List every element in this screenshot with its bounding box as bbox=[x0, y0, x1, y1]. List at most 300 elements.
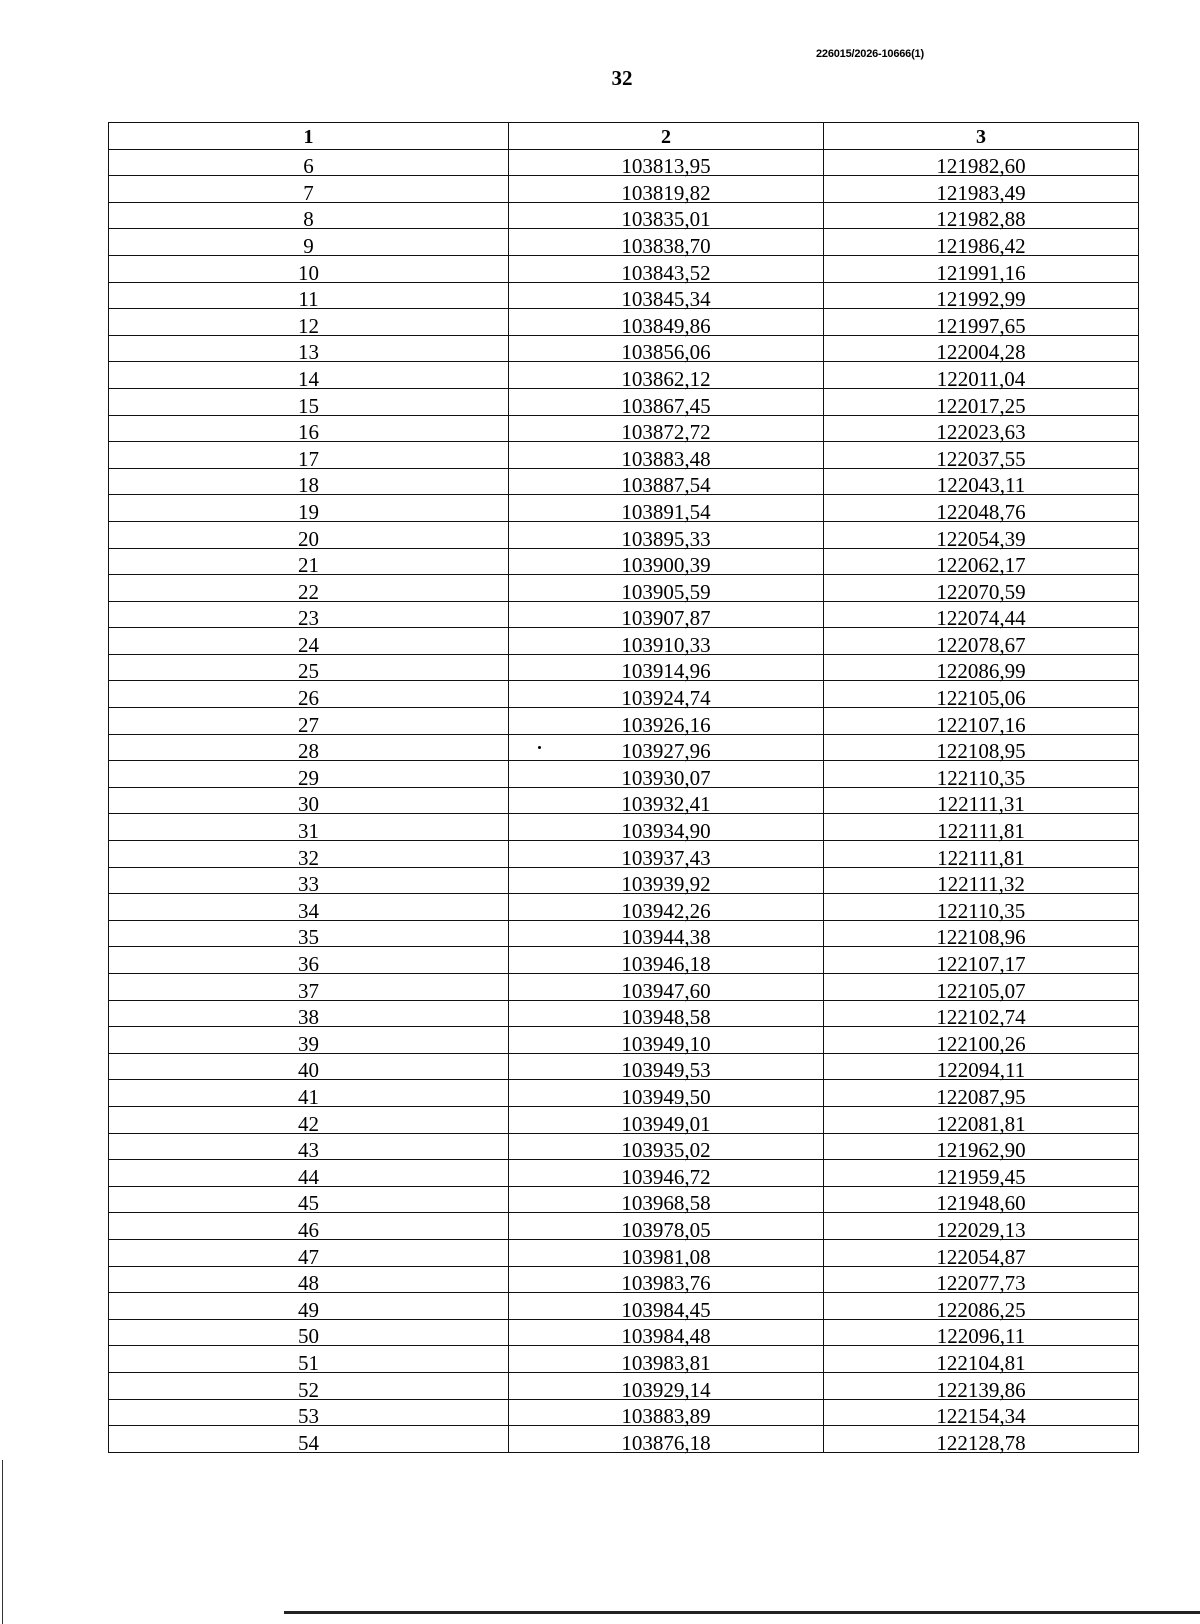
table-cell-col2 bbox=[509, 415, 824, 445]
table-cell-col2 bbox=[509, 1293, 824, 1320]
table-cell-col3 bbox=[824, 1160, 1139, 1187]
table-cell-col1 bbox=[109, 282, 509, 312]
scan-edge-bottom bbox=[284, 1611, 1200, 1614]
cell-value: 103929,14 bbox=[621, 1377, 711, 1402]
table-cell-col3 bbox=[824, 841, 1139, 868]
cell-value: 103984,45 bbox=[621, 1297, 711, 1322]
cell-value: 30 bbox=[298, 792, 319, 817]
cell-value: 122154,34 bbox=[936, 1404, 1026, 1429]
table-cell-col3 bbox=[824, 335, 1139, 365]
cell-value: 122086,25 bbox=[936, 1297, 1026, 1322]
table-cell-col3 bbox=[824, 1000, 1139, 1030]
cell-value: 9 bbox=[303, 233, 314, 258]
table-row bbox=[109, 1319, 1139, 1346]
cell-value: 103924,74 bbox=[621, 686, 711, 711]
cell-value: 14 bbox=[298, 366, 319, 391]
table-cell-col1 bbox=[109, 601, 509, 631]
cell-value: 121948,60 bbox=[936, 1191, 1026, 1216]
table-cell-col2 bbox=[509, 1346, 824, 1373]
table-cell-col1 bbox=[109, 867, 509, 897]
table-cell-col2 bbox=[509, 1027, 824, 1054]
table-cell-col1 bbox=[109, 468, 509, 498]
cell-value: 39 bbox=[298, 1031, 319, 1056]
table-cell-col1 bbox=[109, 362, 509, 389]
table-cell-col1 bbox=[109, 708, 509, 735]
table-cell-col1 bbox=[109, 1239, 509, 1269]
cell-value: 37 bbox=[298, 978, 319, 1003]
cell-value: 103983,81 bbox=[621, 1350, 711, 1375]
table-cell-col2 bbox=[509, 202, 824, 232]
cell-value: 103939,92 bbox=[621, 872, 711, 897]
cell-value: 53 bbox=[298, 1404, 319, 1429]
cell-value: 44 bbox=[298, 1164, 319, 1189]
table-row bbox=[109, 229, 1139, 256]
table-cell-col2 bbox=[509, 761, 824, 788]
cell-value: 122011,04 bbox=[936, 366, 1026, 391]
table-cell-col3 bbox=[824, 708, 1139, 735]
cell-value: 103883,89 bbox=[621, 1404, 711, 1429]
table-cell-col2 bbox=[509, 1053, 824, 1083]
table-cell-col2 bbox=[509, 841, 824, 868]
table-cell-col3 bbox=[824, 521, 1139, 551]
cell-value: 103887,54 bbox=[621, 473, 711, 498]
cell-value: 103905,59 bbox=[621, 579, 711, 604]
cell-value: 122107,16 bbox=[936, 712, 1026, 737]
table-cell-col1 bbox=[109, 947, 509, 974]
table-cell-col1 bbox=[109, 1319, 509, 1349]
table-cell-col1 bbox=[109, 894, 509, 921]
table-cell-col2 bbox=[509, 548, 824, 578]
table-row bbox=[109, 468, 1139, 495]
cell-value: 103949,50 bbox=[621, 1084, 711, 1109]
table-cell-col3 bbox=[824, 1266, 1139, 1296]
table-cell-col3 bbox=[824, 1080, 1139, 1107]
table-row bbox=[109, 442, 1139, 469]
table-cell-col3 bbox=[824, 202, 1139, 232]
table-row bbox=[109, 814, 1139, 841]
table-row bbox=[109, 1000, 1139, 1027]
cell-value: 17 bbox=[298, 446, 319, 471]
cell-value: 10 bbox=[298, 260, 319, 285]
cell-value: 122100,26 bbox=[936, 1031, 1026, 1056]
cell-value: 103876,18 bbox=[621, 1430, 711, 1455]
table-cell-col3 bbox=[824, 282, 1139, 312]
table-row bbox=[109, 1346, 1139, 1373]
cell-value: 122139,86 bbox=[936, 1377, 1026, 1402]
cell-value: 24 bbox=[298, 632, 319, 657]
table-cell-col2 bbox=[509, 282, 824, 312]
cell-value: 103935,02 bbox=[621, 1138, 711, 1163]
table-cell-col1 bbox=[109, 814, 509, 844]
table-row bbox=[109, 1186, 1139, 1213]
cell-value: 12 bbox=[298, 313, 319, 338]
cell-value: 38 bbox=[298, 1005, 319, 1030]
column-header-3: 3 bbox=[824, 123, 1139, 150]
table-cell-col2 bbox=[509, 1186, 824, 1216]
table-cell-col2 bbox=[509, 894, 824, 921]
cell-value: 122054,39 bbox=[936, 526, 1026, 551]
table-cell-col2 bbox=[509, 388, 824, 418]
cell-value: 122023,63 bbox=[936, 420, 1026, 445]
table-cell-col1 bbox=[109, 1186, 509, 1216]
cell-value: 122070,59 bbox=[936, 579, 1026, 604]
table-cell-col3 bbox=[824, 761, 1139, 788]
cell-value: 103981,08 bbox=[621, 1244, 711, 1269]
table-cell-col2 bbox=[509, 974, 824, 1001]
table-row bbox=[109, 708, 1139, 735]
cell-value: 103907,87 bbox=[621, 606, 711, 631]
cell-value: 122004,28 bbox=[936, 340, 1026, 365]
cell-value: 25 bbox=[298, 659, 319, 684]
cell-value: 103949,53 bbox=[621, 1058, 711, 1083]
cell-value: 121983,49 bbox=[936, 180, 1026, 205]
scan-speck bbox=[538, 746, 541, 749]
table-row bbox=[109, 787, 1139, 814]
cell-value: 103895,33 bbox=[621, 526, 711, 551]
cell-value: 42 bbox=[298, 1111, 319, 1136]
table-row bbox=[109, 974, 1139, 1001]
table-cell-col1 bbox=[109, 575, 509, 602]
cell-value: 122017,25 bbox=[936, 393, 1026, 418]
table-cell-col2 bbox=[509, 601, 824, 631]
table-cell-col2 bbox=[509, 521, 824, 551]
table-row bbox=[109, 867, 1139, 894]
table-cell-col2 bbox=[509, 814, 824, 844]
table-cell-col1 bbox=[109, 841, 509, 868]
table-row bbox=[109, 282, 1139, 309]
table-cell-col3 bbox=[824, 1239, 1139, 1269]
cell-value: 103927,96 bbox=[621, 739, 711, 764]
table-cell-col3 bbox=[824, 947, 1139, 974]
cell-value: 121992,99 bbox=[936, 287, 1026, 312]
table-cell-col3 bbox=[824, 1346, 1139, 1373]
table-row bbox=[109, 548, 1139, 575]
table-row bbox=[109, 1426, 1139, 1453]
table-cell-col1 bbox=[109, 1160, 509, 1187]
table-cell-col2 bbox=[509, 1213, 824, 1240]
cell-value: 49 bbox=[298, 1297, 319, 1322]
table-row bbox=[109, 1160, 1139, 1187]
table-row bbox=[109, 388, 1139, 415]
scan-edge-left bbox=[2, 1460, 3, 1624]
cell-value: 103862,12 bbox=[621, 366, 711, 391]
table-cell-col1 bbox=[109, 1293, 509, 1320]
cell-value: 20 bbox=[298, 526, 319, 551]
table-cell-col2 bbox=[509, 867, 824, 897]
cell-value: 122081,81 bbox=[936, 1111, 1026, 1136]
table-cell-col1 bbox=[109, 548, 509, 578]
cell-value: 103946,18 bbox=[621, 952, 711, 976]
table-cell-col3 bbox=[824, 601, 1139, 631]
table-cell-col1 bbox=[109, 388, 509, 418]
table-cell-col1 bbox=[109, 1027, 509, 1054]
cell-value: 103934,90 bbox=[621, 819, 711, 844]
table-header-row bbox=[109, 123, 1139, 150]
table-row bbox=[109, 521, 1139, 548]
cell-value: 40 bbox=[298, 1058, 319, 1083]
table-cell-col3 bbox=[824, 548, 1139, 578]
cell-value: 122078,67 bbox=[936, 632, 1026, 657]
cell-value: 103984,48 bbox=[621, 1324, 711, 1349]
table-cell-col1 bbox=[109, 761, 509, 788]
table-cell-col1 bbox=[109, 974, 509, 1001]
table-cell-col1 bbox=[109, 920, 509, 950]
cell-value: 6 bbox=[303, 154, 314, 179]
table-cell-col1 bbox=[109, 149, 509, 179]
cell-value: 46 bbox=[298, 1217, 319, 1242]
table-cell-col1 bbox=[109, 628, 509, 655]
table-cell-col3 bbox=[824, 894, 1139, 921]
table-cell-col1 bbox=[109, 1213, 509, 1240]
table-cell-col2 bbox=[509, 309, 824, 336]
table-cell-col2 bbox=[509, 947, 824, 974]
cell-value: 32 bbox=[298, 845, 319, 870]
cell-value: 8 bbox=[303, 207, 314, 232]
cell-value: 103813,95 bbox=[621, 154, 711, 179]
table-cell-col2 bbox=[509, 1080, 824, 1107]
table-cell-col1 bbox=[109, 309, 509, 336]
table-cell-col3 bbox=[824, 1133, 1139, 1163]
table-cell-col1 bbox=[109, 1372, 509, 1402]
table-row bbox=[109, 335, 1139, 362]
table-row bbox=[109, 149, 1139, 176]
cell-value: 103949,10 bbox=[621, 1031, 711, 1056]
cell-value: 19 bbox=[298, 499, 319, 524]
cell-value: 122111,32 bbox=[937, 872, 1025, 897]
table-cell-col2 bbox=[509, 1399, 824, 1429]
cell-value: 122048,76 bbox=[936, 499, 1026, 524]
cell-value: 122107,17 bbox=[936, 952, 1026, 976]
cell-value: 122037,55 bbox=[936, 446, 1026, 471]
table-cell-col3 bbox=[824, 575, 1139, 602]
coordinates-table bbox=[108, 122, 1139, 1453]
table-row bbox=[109, 894, 1139, 921]
table-cell-col1 bbox=[109, 1053, 509, 1083]
cell-value: 121959,45 bbox=[936, 1164, 1026, 1189]
table-cell-col3 bbox=[824, 1319, 1139, 1349]
cell-value: 35 bbox=[298, 925, 319, 950]
table-cell-col3 bbox=[824, 1186, 1139, 1216]
cell-value: 13 bbox=[298, 340, 319, 365]
table-row bbox=[109, 761, 1139, 788]
table-cell-col2 bbox=[509, 575, 824, 602]
table-cell-col3 bbox=[824, 229, 1139, 256]
table-row bbox=[109, 1213, 1139, 1240]
table-cell-col2 bbox=[509, 1160, 824, 1187]
cell-value: 122054,87 bbox=[936, 1244, 1026, 1269]
cell-value: 51 bbox=[298, 1350, 319, 1375]
table-row bbox=[109, 255, 1139, 282]
cell-value: 122111,31 bbox=[937, 792, 1025, 817]
table-row bbox=[109, 654, 1139, 681]
table-row bbox=[109, 495, 1139, 522]
cell-value: 122102,74 bbox=[936, 1005, 1026, 1030]
table-row bbox=[109, 1266, 1139, 1293]
cell-value: 43 bbox=[298, 1138, 319, 1163]
cell-value: 122087,95 bbox=[936, 1084, 1026, 1109]
cell-value: 48 bbox=[298, 1271, 319, 1296]
cell-value: 45 bbox=[298, 1191, 319, 1216]
cell-value: 22 bbox=[298, 579, 319, 604]
cell-value: 103983,76 bbox=[621, 1271, 711, 1296]
column-header-1: 1 bbox=[109, 123, 509, 150]
cell-value: 122105,06 bbox=[936, 686, 1026, 711]
table-cell-col3 bbox=[824, 149, 1139, 179]
cell-value: 41 bbox=[298, 1084, 319, 1109]
table-row bbox=[109, 1239, 1139, 1266]
cell-value: 103968,58 bbox=[621, 1191, 711, 1216]
cell-value: 121991,16 bbox=[936, 260, 1026, 285]
table-row bbox=[109, 1133, 1139, 1160]
table-cell-col3 bbox=[824, 415, 1139, 445]
table-cell-col2 bbox=[509, 468, 824, 498]
table-row bbox=[109, 947, 1139, 974]
cell-value: 103867,45 bbox=[621, 393, 711, 418]
cell-value: 103819,82 bbox=[621, 180, 711, 205]
cell-value: 33 bbox=[298, 872, 319, 897]
cell-value: 121982,88 bbox=[936, 207, 1026, 232]
table-cell-col2 bbox=[509, 229, 824, 256]
table-row bbox=[109, 1293, 1139, 1320]
cell-value: 122111,81 bbox=[937, 819, 1025, 844]
cell-value: 121982,60 bbox=[936, 154, 1026, 179]
table-cell-col1 bbox=[109, 1080, 509, 1107]
cell-value: 122110,35 bbox=[936, 898, 1026, 923]
table-cell-col2 bbox=[509, 255, 824, 285]
table-cell-col1 bbox=[109, 1266, 509, 1296]
cell-value: 103835,01 bbox=[621, 207, 711, 232]
cell-value: 121986,42 bbox=[936, 233, 1026, 258]
table-cell-col1 bbox=[109, 229, 509, 256]
table-cell-col1 bbox=[109, 202, 509, 232]
table-cell-col1 bbox=[109, 1133, 509, 1163]
cell-value: 103930,07 bbox=[621, 765, 711, 790]
table-row bbox=[109, 1399, 1139, 1426]
cell-value: 103937,43 bbox=[621, 845, 711, 870]
cell-value: 121997,65 bbox=[936, 313, 1026, 338]
table-row bbox=[109, 309, 1139, 336]
table-row bbox=[109, 1106, 1139, 1133]
cell-value: 121962,90 bbox=[936, 1138, 1026, 1163]
cell-value: 47 bbox=[298, 1244, 319, 1269]
table-cell-col2 bbox=[509, 628, 824, 655]
cell-value: 103932,41 bbox=[621, 792, 711, 817]
table-row bbox=[109, 681, 1139, 708]
table-cell-col1 bbox=[109, 1426, 509, 1453]
cell-value: 36 bbox=[298, 952, 319, 976]
cell-value: 7 bbox=[303, 180, 314, 205]
table-cell-col3 bbox=[824, 1053, 1139, 1083]
cell-value: 122029,13 bbox=[936, 1217, 1026, 1242]
cell-value: 103978,05 bbox=[621, 1217, 711, 1242]
table-cell-col3 bbox=[824, 1372, 1139, 1402]
cell-value: 54 bbox=[298, 1430, 319, 1455]
table-cell-col1 bbox=[109, 495, 509, 522]
table-cell-col1 bbox=[109, 255, 509, 285]
table-row bbox=[109, 601, 1139, 628]
table-cell-col3 bbox=[824, 362, 1139, 389]
table-body bbox=[109, 149, 1139, 1455]
table-row bbox=[109, 1053, 1139, 1080]
table-cell-col3 bbox=[824, 814, 1139, 844]
table-cell-col1 bbox=[109, 442, 509, 469]
table-cell-col3 bbox=[824, 734, 1139, 764]
table-cell-col2 bbox=[509, 1266, 824, 1296]
table-cell-col2 bbox=[509, 708, 824, 735]
table-row bbox=[109, 575, 1139, 602]
cell-value: 52 bbox=[298, 1377, 319, 1402]
cell-value: 122108,95 bbox=[936, 739, 1026, 764]
table-cell-col1 bbox=[109, 681, 509, 711]
table-cell-col3 bbox=[824, 654, 1139, 684]
cell-value: 122110,35 bbox=[936, 765, 1026, 790]
cell-value: 103883,48 bbox=[621, 446, 711, 471]
cell-value: 50 bbox=[298, 1324, 319, 1349]
cell-value: 122086,99 bbox=[936, 659, 1026, 684]
cell-value: 103872,72 bbox=[621, 420, 711, 445]
cell-value: 21 bbox=[298, 553, 319, 578]
cell-value: 103910,33 bbox=[621, 632, 711, 657]
cell-value: 103845,34 bbox=[621, 287, 711, 312]
table-cell-col2 bbox=[509, 176, 824, 203]
table-cell-col3 bbox=[824, 920, 1139, 950]
cell-value: 103926,16 bbox=[621, 712, 711, 737]
table-cell-col2 bbox=[509, 495, 824, 522]
cell-value: 103947,60 bbox=[621, 978, 711, 1003]
table-cell-col2 bbox=[509, 734, 824, 764]
cell-value: 29 bbox=[298, 765, 319, 790]
cell-value: 122105,07 bbox=[936, 978, 1026, 1003]
cell-value: 15 bbox=[298, 393, 319, 418]
cell-value: 103949,01 bbox=[621, 1111, 711, 1136]
page-number: 32 bbox=[611, 66, 633, 90]
cell-value: 103946,72 bbox=[621, 1164, 711, 1189]
table-cell-col2 bbox=[509, 1133, 824, 1163]
table-cell-col1 bbox=[109, 734, 509, 764]
table-cell-col3 bbox=[824, 1213, 1139, 1240]
table-row bbox=[109, 841, 1139, 868]
cell-value: 103838,70 bbox=[621, 233, 711, 258]
cell-value: 122077,73 bbox=[936, 1271, 1026, 1296]
cell-value: 122062,17 bbox=[936, 553, 1026, 578]
table-cell-col3 bbox=[824, 388, 1139, 418]
table-cell-col2 bbox=[509, 362, 824, 389]
table-cell-col2 bbox=[509, 1319, 824, 1349]
cell-value: 122074,44 bbox=[936, 606, 1026, 631]
table-cell-col3 bbox=[824, 787, 1139, 817]
cell-value: 103944,38 bbox=[621, 925, 711, 950]
cell-value: 103914,96 bbox=[621, 659, 711, 684]
table-cell-col2 bbox=[509, 681, 824, 711]
cell-value: 103948,58 bbox=[621, 1005, 711, 1030]
table-row bbox=[109, 628, 1139, 655]
table-cell-col3 bbox=[824, 1426, 1139, 1453]
table-row bbox=[109, 1080, 1139, 1107]
table-cell-col3 bbox=[824, 495, 1139, 522]
table-cell-col1 bbox=[109, 521, 509, 551]
table-cell-col3 bbox=[824, 442, 1139, 469]
table-cell-col1 bbox=[109, 1106, 509, 1136]
table-cell-col3 bbox=[824, 468, 1139, 498]
table-cell-col3 bbox=[824, 1106, 1139, 1136]
table-cell-col3 bbox=[824, 974, 1139, 1001]
table-cell-col3 bbox=[824, 1293, 1139, 1320]
table-row bbox=[109, 1372, 1139, 1399]
table-row bbox=[109, 1027, 1139, 1054]
table-cell-col2 bbox=[509, 920, 824, 950]
cell-value: 122128,78 bbox=[936, 1430, 1026, 1455]
table-cell-col2 bbox=[509, 1000, 824, 1030]
